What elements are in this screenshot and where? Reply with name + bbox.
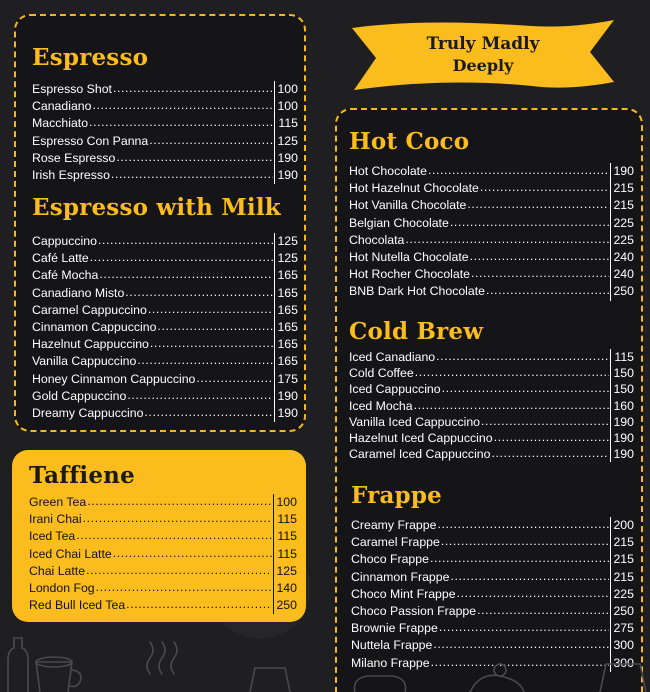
leader-dots: [150, 335, 273, 352]
menu-item: [32, 371, 298, 388]
leader-dots: [87, 493, 272, 510]
leader-dots: [481, 413, 609, 429]
item-price: 300: [610, 637, 634, 654]
menu-item: [32, 150, 298, 167]
leader-dots: [492, 445, 610, 461]
item-price: 100: [274, 81, 298, 98]
item-name: Hot Nutella Chocolate: [349, 249, 469, 264]
frappe-title: Frappe: [351, 482, 442, 509]
leader-dots: [450, 214, 609, 231]
menu-item: [32, 133, 298, 150]
leader-dots: [430, 550, 609, 567]
frappe-section: [351, 484, 634, 672]
frappe-list: [351, 517, 634, 672]
menu-item: [29, 494, 297, 511]
item-price: 140: [273, 580, 297, 597]
item-name: Café Latte: [32, 251, 89, 266]
item-price: 190: [610, 446, 634, 462]
leader-dots: [439, 619, 609, 636]
espresso-panel: [14, 14, 306, 432]
leader-dots: [494, 429, 609, 445]
leader-dots: [437, 516, 609, 533]
taffiene-title: Taffiene: [29, 462, 135, 489]
leader-dots: [86, 562, 272, 579]
item-price: 160: [610, 398, 634, 414]
leader-dots: [137, 352, 273, 369]
leader-dots: [431, 654, 609, 671]
item-name: Macchiato: [32, 116, 89, 131]
item-name: BNB Dark Hot Chocolate: [349, 284, 486, 299]
item-name: Rose Espresso: [32, 150, 116, 165]
item-name: Caramel Frappe: [351, 535, 440, 550]
leader-dots: [414, 397, 609, 413]
leader-dots: [405, 231, 609, 248]
item-name: Chocolata: [349, 232, 405, 247]
item-name: Milano Frappe: [351, 655, 430, 670]
item-price: 100: [273, 494, 297, 511]
item-price: 215: [610, 569, 634, 586]
leader-dots: [477, 602, 609, 619]
leader-dots: [433, 636, 609, 653]
cold-brew-section: [349, 320, 634, 462]
menu-item: [349, 163, 634, 180]
leader-dots: [157, 318, 273, 335]
leader-dots: [436, 348, 609, 364]
item-name: Belgian Chocolate: [349, 215, 449, 230]
menu-item: [351, 586, 634, 603]
item-name: Espresso Shot: [32, 82, 112, 96]
leader-dots: [98, 232, 273, 249]
menu-item: [32, 115, 298, 132]
espresso-list: [32, 81, 298, 184]
leader-dots: [486, 282, 609, 299]
banner-line-1: Truly Madly: [426, 34, 540, 54]
item-name: Iced Tea: [29, 529, 76, 544]
menu-item: [32, 319, 298, 336]
item-price: 275: [610, 620, 634, 637]
item-name: Creamy Frappe: [351, 518, 437, 532]
item-price: 215: [610, 180, 634, 197]
item-price: 125: [274, 233, 298, 250]
item-name: Honey Cinnamon Cappuccino: [32, 371, 196, 386]
item-name: Irani Chai: [29, 512, 82, 527]
item-price: 175: [274, 371, 298, 388]
leader-dots: [90, 249, 273, 266]
taffiene-section: [29, 464, 297, 614]
menu-item: [29, 511, 297, 528]
item-price: 190: [610, 430, 634, 446]
item-price: 115: [274, 115, 298, 132]
item-name: Gold Cappuccino: [32, 388, 127, 403]
menu-item: [349, 430, 634, 446]
leader-dots: [470, 248, 609, 265]
menu-item: [351, 569, 634, 586]
taffiene-list: [29, 494, 297, 614]
cold-brew-list: [349, 349, 634, 462]
leader-dots: [149, 132, 273, 149]
item-name: Hot Hazelnut Chocolate: [349, 181, 479, 196]
leader-dots: [415, 364, 609, 380]
item-price: 100: [274, 98, 298, 115]
menu-item: [349, 398, 634, 414]
menu-item: [32, 267, 298, 284]
leader-dots: [126, 596, 272, 613]
menu-item: [32, 250, 298, 267]
menu-item: [32, 81, 298, 98]
leader-dots: [116, 149, 273, 166]
item-name: Café Mocha: [32, 268, 99, 283]
item-price: 225: [610, 232, 634, 249]
banner-ribbon-icon: [352, 20, 614, 90]
leader-dots: [99, 266, 273, 283]
item-price: 125: [274, 133, 298, 150]
leader-dots: [467, 196, 609, 213]
item-name: Choco Passion Frappe: [351, 603, 477, 618]
right-panel: [335, 108, 643, 692]
item-price: 190: [274, 167, 298, 184]
menu-item: [349, 232, 634, 249]
menu-item: [29, 580, 297, 597]
item-name: London Fog: [29, 580, 95, 595]
menu-item: [32, 233, 298, 250]
leader-dots: [83, 510, 272, 527]
espresso-section: [32, 46, 298, 184]
item-price: 190: [610, 414, 634, 430]
menu-item: [349, 180, 634, 197]
item-name: Chai Latte: [29, 563, 86, 578]
item-name: Hot Chocolate: [349, 164, 427, 178]
leader-dots: [480, 179, 609, 196]
cold-brew-title: Cold Brew: [349, 318, 484, 345]
item-price: 215: [610, 551, 634, 568]
menu-item: [351, 620, 634, 637]
item-price: 250: [610, 603, 634, 620]
item-name: Vanilla Cappuccino: [32, 354, 137, 369]
item-price: 150: [610, 365, 634, 381]
item-name: Iced Cappuccino: [349, 382, 441, 397]
leader-dots: [127, 387, 273, 404]
menu-item: [32, 285, 298, 302]
item-price: 250: [273, 597, 297, 614]
item-price: 215: [610, 534, 634, 551]
leader-dots: [111, 166, 273, 183]
item-name: Iced Canadiano: [349, 350, 436, 364]
item-name: Red Bull Iced Tea: [29, 598, 126, 613]
item-price: 165: [274, 353, 298, 370]
item-name: Green Tea: [29, 495, 87, 509]
banner-line-2: Deeply: [452, 56, 514, 75]
item-price: 190: [274, 405, 298, 422]
item-name: Canadiano Misto: [32, 285, 125, 300]
hot-coco-section: [349, 130, 634, 301]
menu-item: [29, 597, 297, 614]
leader-dots: [113, 545, 272, 562]
hot-coco-list: [349, 163, 634, 301]
espresso-title: Espresso: [32, 44, 149, 71]
item-name: Choco Mint Frappe: [351, 586, 456, 601]
menu-item: [351, 603, 634, 620]
menu-item: [29, 528, 297, 545]
menu-item: [351, 551, 634, 568]
item-name: Iced Mocha: [349, 398, 413, 413]
menu-item: [351, 517, 634, 534]
item-name: Cinnamon Frappe: [351, 569, 450, 584]
item-price: 240: [610, 249, 634, 266]
menu-item: [32, 302, 298, 319]
leader-dots: [450, 568, 609, 585]
menu-item: [349, 197, 634, 214]
item-price: 250: [610, 283, 634, 300]
espresso-milk-title: Espresso with Milk: [32, 194, 281, 221]
item-price: 165: [274, 319, 298, 336]
item-name: Canadiano: [32, 99, 92, 114]
menu-item: [351, 655, 634, 672]
item-name: Hazelnut Iced Cappuccino: [349, 430, 493, 445]
menu-item: [32, 388, 298, 405]
menu-item: [349, 365, 634, 381]
item-name: Brownie Frappe: [351, 621, 438, 636]
menu-item: [349, 446, 634, 462]
menu-item: [349, 249, 634, 266]
leader-dots: [457, 585, 609, 602]
leader-dots: [442, 380, 609, 396]
menu-item: [29, 563, 297, 580]
item-price: 225: [610, 215, 634, 232]
item-price: 190: [274, 150, 298, 167]
menu-item: [349, 215, 634, 232]
leader-dots: [196, 370, 273, 387]
leader-dots: [148, 301, 273, 318]
item-price: 150: [610, 381, 634, 397]
item-name: Cappuccino: [32, 234, 97, 248]
item-name: Iced Chai Latte: [29, 546, 112, 561]
menu-item: [349, 381, 634, 397]
leader-dots: [93, 97, 274, 114]
item-name: Caramel Iced Cappuccino: [349, 447, 491, 462]
leader-dots: [144, 404, 273, 421]
leader-dots: [441, 533, 609, 550]
menu-item: [32, 336, 298, 353]
item-name: Cold Coffee: [349, 366, 414, 381]
espresso-milk-section: [32, 196, 298, 422]
item-name: Hazelnut Cappuccino: [32, 337, 149, 352]
menu-item: [32, 405, 298, 422]
item-price: 215: [610, 197, 634, 214]
hot-coco-title: Hot Coco: [349, 128, 470, 155]
item-price: 200: [610, 517, 634, 534]
item-price: 190: [610, 163, 634, 180]
leader-dots: [96, 579, 272, 596]
leader-dots: [89, 114, 273, 131]
menu-item: [32, 98, 298, 115]
banner: [352, 20, 614, 90]
menu-item: [29, 546, 297, 563]
item-name: Caramel Cappuccino: [32, 302, 147, 317]
leader-dots: [113, 80, 273, 97]
menu-item: [349, 283, 634, 300]
item-price: 165: [274, 302, 298, 319]
item-name: Cinnamon Cappuccino: [32, 319, 157, 334]
item-price: 125: [273, 563, 297, 580]
item-price: 165: [274, 267, 298, 284]
taffiene-panel: [12, 450, 306, 622]
item-price: 115: [610, 349, 634, 365]
menu-item: [349, 414, 634, 430]
item-price: 165: [274, 285, 298, 302]
item-name: Espresso Con Panna: [32, 133, 149, 148]
item-name: Hot Rocher Chocolate: [349, 267, 470, 282]
menu-item: [349, 349, 634, 365]
item-price: 240: [610, 266, 634, 283]
menu-item: [351, 534, 634, 551]
item-price: 165: [274, 336, 298, 353]
item-price: 190: [274, 388, 298, 405]
item-name: Hot Vanilla Chocolate: [349, 198, 467, 213]
leader-dots: [125, 284, 273, 301]
item-price: 300: [610, 655, 634, 672]
item-price: 115: [273, 528, 297, 545]
leader-dots: [428, 162, 609, 179]
item-name: Vanilla Iced Cappuccino: [349, 414, 481, 429]
menu-item: [32, 353, 298, 370]
menu-item: [351, 637, 634, 654]
leader-dots: [76, 527, 272, 544]
item-price: 115: [273, 511, 297, 528]
menu-item: [349, 266, 634, 283]
item-price: 125: [274, 250, 298, 267]
menu-item: [32, 167, 298, 184]
item-price: 225: [610, 586, 634, 603]
item-price: 115: [273, 546, 297, 563]
item-name: Choco Frappe: [351, 552, 429, 567]
leader-dots: [471, 265, 609, 282]
item-name: Nuttela Frappe: [351, 638, 433, 653]
item-name: Irish Espresso: [32, 167, 110, 182]
espresso-milk-list: [32, 233, 298, 422]
item-name: Dreamy Cappuccino: [32, 405, 144, 420]
